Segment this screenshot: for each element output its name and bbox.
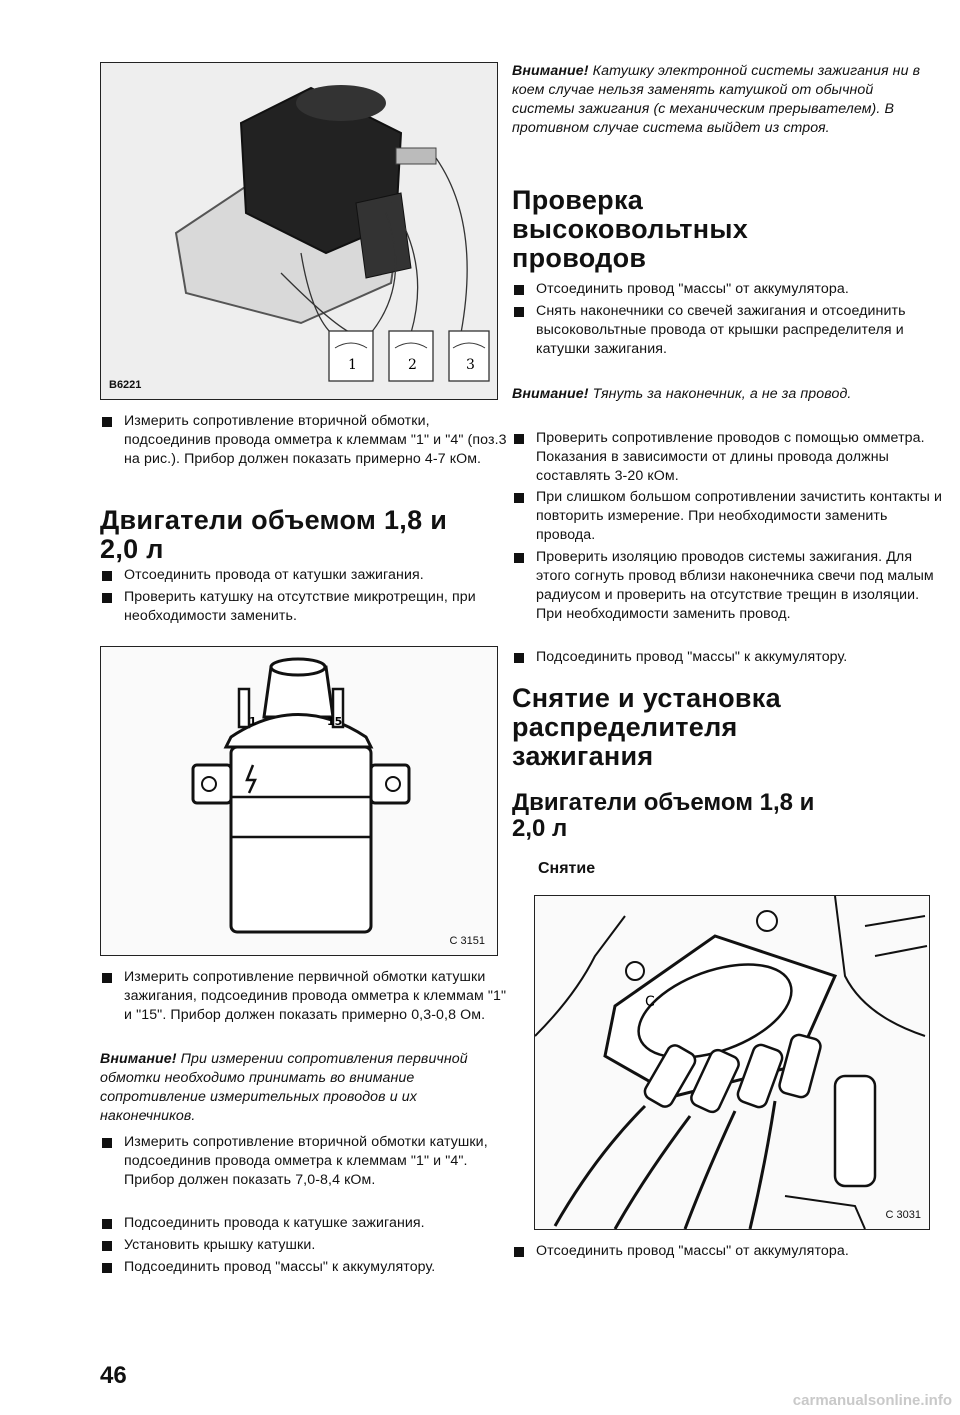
heading-engines: Двигатели объемом 1,8 и 2,0 л [100, 505, 448, 564]
warning-pull-cap [512, 385, 930, 404]
bullet-text: Отсоединить провода от катушки зажигания. [124, 567, 424, 583]
distributor-drawing [535, 896, 929, 1229]
bullet-text: Отсоединить провод "массы" от аккумулятора. [536, 1243, 849, 1259]
bullet-text: Измерить сопротивление первичной обмотки катушки зажигания, подсоединив провода омметра к клеммам "1" и "15". Прибор должен показать примерно 0,3-0,8 Ом. [124, 969, 507, 1023]
coil-meter-illustration [101, 63, 497, 399]
bullet-text: Подсоединить провода к катушке зажигания. [124, 1215, 425, 1231]
bullet-secondary-coil [100, 1133, 514, 1190]
bullet-text: Подсоединить провод "массы" к аккумулятору. [536, 649, 848, 665]
bullet-disconnect-ground-2 [512, 1242, 948, 1261]
bullet-disconnect-wires [100, 566, 514, 585]
bullet-connect-wires [100, 1214, 514, 1233]
warning-text: Тянуть за наконечник, а не за провод. [588, 386, 852, 402]
meter-label-2: 2 [408, 357, 417, 373]
figure-code: B6221 [109, 379, 142, 391]
bullet-text: Проверить катушку на отсутствие микротрещин, при необходимости заменить. [124, 589, 476, 624]
heading-distributor-removal: Снятие и установка распределителя зажигания [512, 683, 781, 771]
coil-drawing [101, 647, 497, 955]
terminal-label-1: 1 [249, 715, 257, 728]
bullet-text: Снять наконечники со свечей зажигания и отсоединить высоковольтные провода от крышки распределителя и катушки зажигания. [536, 303, 906, 357]
warning-text: При измерении сопротивления первичной обмотки необходимо принимать во внимание сопротивление измерительных проводов и их наконечников. [100, 1051, 468, 1124]
heading-engines-right: Двигатели объемом 1,8 и 2,0 л [512, 789, 815, 842]
bullet-text: Проверить сопротивление проводов с помощью омметра. Показания в зависимости от длины провода должны составлять 3-20 кОм. [536, 430, 925, 484]
bullet-text: Отсоединить провод "массы" от аккумулятора. [536, 281, 849, 297]
paragraph-secondary-winding [100, 412, 514, 469]
part-label-c: C [645, 994, 655, 1010]
bullet-text: При слишком большом сопротивлении зачистить контакты и повторить измерение. При необходимости заменить провода. [536, 489, 943, 543]
page-number: 46 [100, 1362, 127, 1389]
meter-label-1: 1 [348, 357, 357, 373]
warning-measurement [100, 1050, 495, 1126]
figure-code: C 3151 [449, 935, 485, 947]
terminal-label-15: 15 [327, 715, 343, 728]
figure-ignition-coil-resistance [100, 62, 498, 400]
heading-check-hv-wires: Проверка высоковольтных проводов [512, 185, 749, 273]
bullet-text: Подсоединить провод "массы" к аккумулятору. [124, 1259, 436, 1275]
bullet-primary-winding [100, 968, 514, 1025]
paragraph-text: Измерить сопротивление вторичной обмотки, подсоединив провода омметра к клеммам "1" и "4" (поз.3 на рис.). Прибор должен показать примерно 4-7 кОм. [124, 413, 507, 467]
bullet-text: Установить крышку катушки. [124, 1237, 316, 1253]
bullet-text: Проверить изоляцию проводов системы зажигания. Для этого согнуть провод вблизи наконечника свечи под малым радиусом и проверить на отсутствие трещин в изоляции. При необходимости заменить провод. [536, 549, 934, 622]
bullet-clean-contacts [512, 488, 948, 545]
watermark: carmanualsonline.info [792, 1392, 952, 1409]
bullet-connect-ground [100, 1258, 514, 1277]
warning-label: Внимание! [512, 386, 589, 402]
bullet-remove-caps [512, 302, 948, 359]
figure-coil-terminals [100, 646, 498, 956]
warning-label: Внимание! [100, 1051, 177, 1067]
meter-label-3: 3 [466, 357, 475, 373]
figure-distributor [534, 895, 930, 1230]
warning-text: Катушку электронной системы зажигания ни в коем случае нельзя заменять катушкой от обычной системы зажигания (с механическим прерывателем). В противном случае система выйдет из строя. [512, 63, 921, 136]
bullet-check-cracks [100, 588, 514, 626]
bullet-text: Измерить сопротивление вторичной обмотки катушки, подсоединив провода омметра к клеммам "1" и "4". Прибор должен показать 7,0-8,4 кОм. [124, 1134, 488, 1188]
bullet-reconnect-ground [512, 648, 948, 667]
figure-code: C 3031 [885, 1209, 921, 1221]
bullet-disconnect-ground [512, 280, 948, 299]
warning-coil-replace [512, 62, 930, 138]
subheading-removal: Снятие [538, 860, 596, 877]
warning-label: Внимание! [512, 63, 589, 79]
bullet-check-resistance [512, 429, 948, 486]
bullet-install-cover [100, 1236, 514, 1255]
bullet-check-insulation [512, 548, 948, 624]
